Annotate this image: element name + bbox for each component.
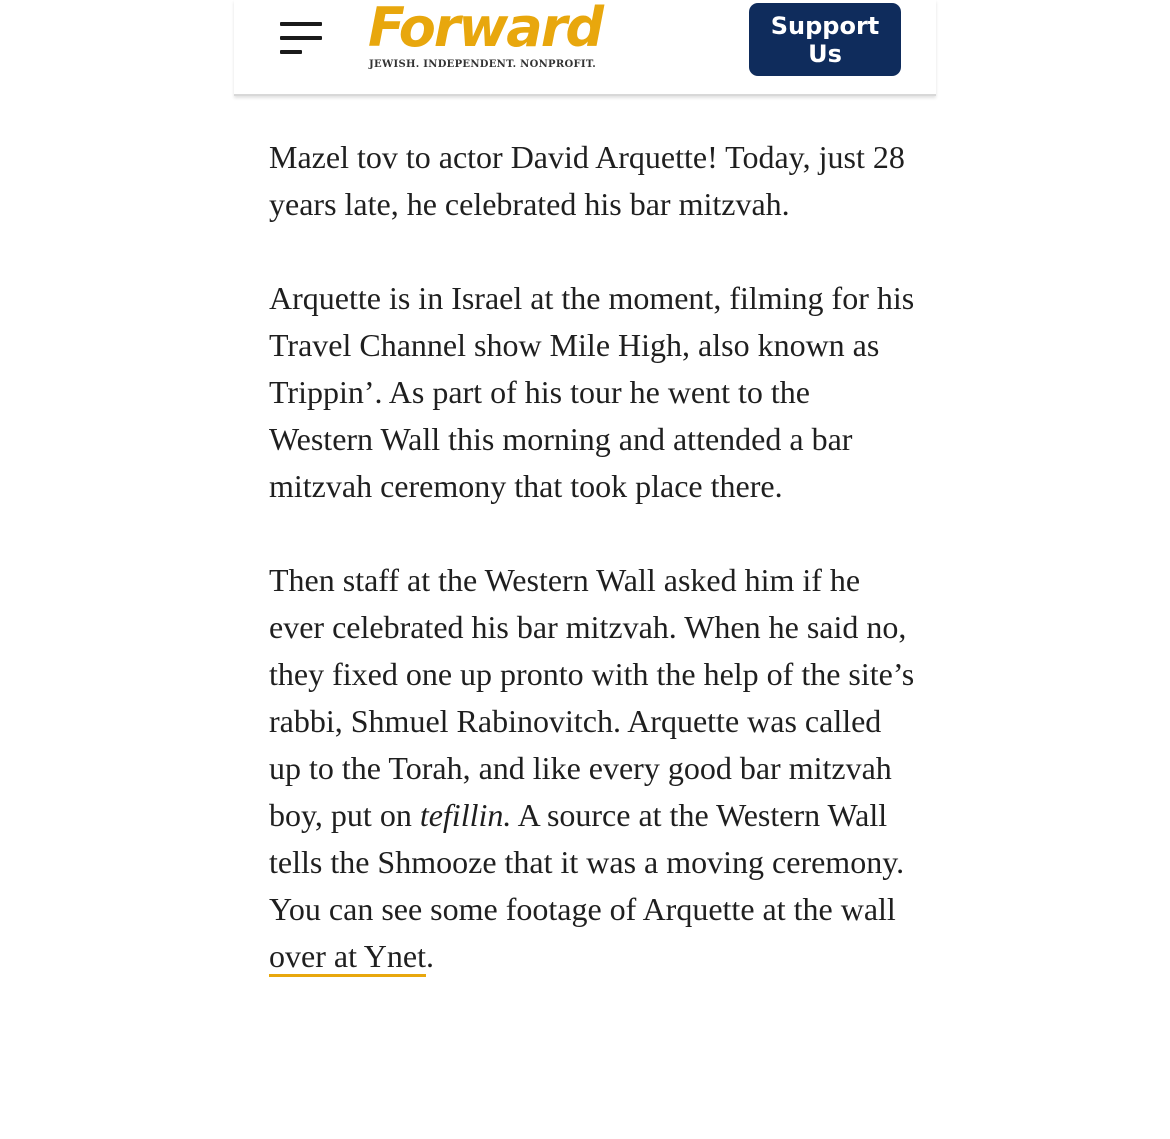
tefillin-emphasis: tefillin. (419, 797, 512, 833)
article-paragraph-2: Arquette is in Israel at the moment, filming for his Travel Channel show Mile High, also known as Trippin’. As part of his tour he went to the Western Wall this morning and attended a bar mitzvah ceremony that took place there. (269, 280, 915, 504)
paragraph-3-text-a: Then staff at the Western Wall asked him if he ever celebrated his bar mitzvah. When he said no, they fixed one up pronto with the help of the site’s rabbi, Shmuel Rabinovitch. Arquette was called up to the Torah, and like every good bar mitzvah boy, put on (269, 562, 915, 833)
ynet-link[interactable]: over at Ynet (269, 938, 426, 977)
menu-line-bottom (280, 50, 302, 54)
support-us-button[interactable]: Support Us (749, 3, 901, 76)
forward-logo[interactable] (368, 0, 603, 72)
article-paragraph-3 (269, 557, 919, 980)
logo-tagline: JEWISH. INDEPENDENT. NONPROFIT. (369, 59, 597, 70)
hamburger-menu-icon[interactable] (280, 20, 322, 56)
menu-line-top (280, 22, 322, 26)
article-body (269, 134, 919, 1027)
menu-line-middle (280, 36, 322, 40)
site-header (234, 0, 936, 96)
paragraph-3-end: . (425, 938, 434, 974)
paragraph-3-text-b: A source at the Western Wall tells the Shmooze that it was a moving ceremony. You can see some footage of Arquette at the wall (269, 797, 905, 927)
article-paragraph-1: Mazel tov to actor David Arquette! Today, just 28 years late, he celebrated his bar mitzvah. (269, 139, 905, 222)
logo-wordmark: Forward (368, 0, 603, 59)
